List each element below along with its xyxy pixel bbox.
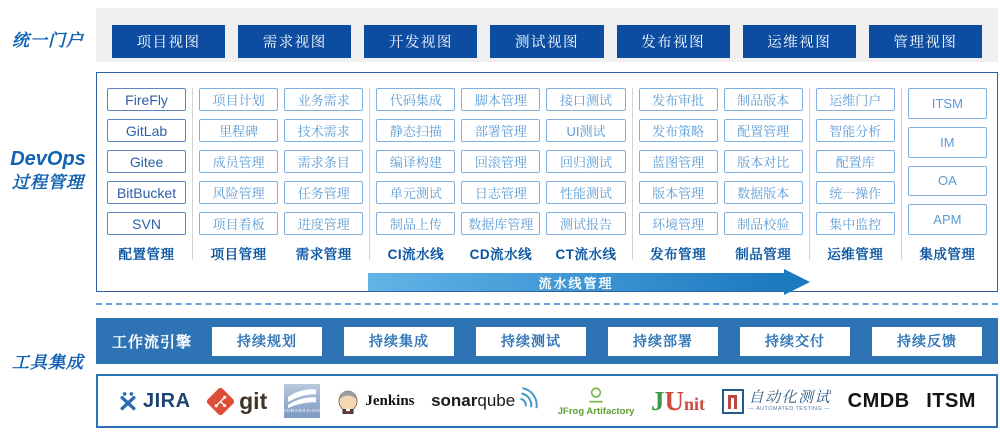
category-label: 集成管理: [919, 247, 976, 262]
capability-box[interactable]: SVN: [107, 212, 186, 235]
git-icon: [206, 386, 236, 416]
capability-box[interactable]: BitBucket: [107, 181, 186, 204]
dashed-section-divider: [96, 303, 998, 305]
capability-box[interactable]: FireFly: [107, 88, 186, 111]
capability-box[interactable]: ITSM: [908, 88, 987, 119]
capability-box[interactable]: 编译构建: [376, 150, 455, 173]
jenkins-wordmark: Jenkins: [365, 392, 415, 409]
workflow-stage-button[interactable]: 持续集成: [344, 327, 454, 356]
capability-box[interactable]: OA: [908, 166, 987, 197]
logo-itsm: [926, 390, 976, 413]
logo-jenkins: [336, 388, 414, 414]
workflow-engine-bar: [96, 318, 998, 364]
process-management-panel: [96, 72, 998, 292]
capability-box[interactable]: 统一操作: [816, 181, 895, 204]
portal-view-button[interactable]: 运维视图: [743, 25, 856, 58]
capability-box[interactable]: 接口测试: [546, 88, 625, 111]
capability-box[interactable]: IM: [908, 127, 987, 158]
capability-box[interactable]: 配置管理: [724, 119, 803, 142]
jfrog-wordmark: JFrog Artifactory: [557, 405, 635, 417]
sonarqube-waves-icon: [520, 385, 543, 408]
automated-testing-icon: [722, 389, 744, 414]
sonarqube-wordmark-bold: sonar: [431, 391, 478, 410]
capability-box[interactable]: 里程碑: [199, 119, 278, 142]
capability-box[interactable]: 数据库管理: [461, 212, 540, 235]
category-label: 制品管理: [735, 247, 792, 262]
category-label: CD流水线: [469, 247, 533, 262]
automated-testing-subtitle: — AUTOMATED TESTING —: [748, 406, 831, 413]
process-column: [461, 88, 540, 263]
category-label: 配置管理: [118, 247, 175, 262]
process-column: [816, 88, 895, 263]
logo-junit: [651, 386, 705, 417]
capability-box[interactable]: 静态扫描: [376, 119, 455, 142]
jira-wordmark: JIRA: [143, 389, 191, 412]
capability-box[interactable]: GitLab: [107, 119, 186, 142]
column-divider: [901, 88, 902, 260]
workflow-stage-button[interactable]: 持续部署: [608, 327, 718, 356]
capability-box[interactable]: 配置库: [816, 150, 895, 173]
portal-view-button[interactable]: 发布视图: [617, 25, 730, 58]
workflow-stages: [212, 327, 982, 356]
pipeline-arrow: [368, 269, 810, 295]
logo-jira: [118, 390, 191, 413]
itsm-wordmark: ITSM: [926, 389, 976, 412]
junit-wordmark-nit: nit: [684, 393, 706, 414]
column-divider: [192, 88, 193, 260]
capability-box[interactable]: 项目看板: [199, 212, 278, 235]
capability-box[interactable]: 蓝图管理: [639, 150, 718, 173]
subversion-caption: SUBVERSION: [283, 408, 321, 414]
logo-subversion: [284, 384, 320, 418]
capability-box[interactable]: 需求条目: [284, 150, 363, 173]
workflow-engine-label: 工作流引擎: [112, 333, 193, 351]
tool-logos-panel: [96, 374, 998, 428]
category-label: 运维管理: [827, 247, 884, 262]
capability-box[interactable]: 日志管理: [461, 181, 540, 204]
category-label: CT流水线: [555, 247, 617, 262]
capability-box[interactable]: 版本管理: [639, 181, 718, 204]
pipeline-arrow-label: 流水线管理: [538, 275, 614, 291]
capability-box[interactable]: 运维门户: [816, 88, 895, 111]
category-label: 发布管理: [650, 247, 707, 262]
process-columns: [107, 88, 987, 263]
sonarqube-wordmark-light: qube: [477, 391, 516, 410]
capability-box[interactable]: 进度管理: [284, 212, 363, 235]
capability-box[interactable]: 制品版本: [724, 88, 803, 111]
logo-sonarqube: [431, 391, 541, 411]
jira-icon: [118, 391, 138, 411]
capability-box[interactable]: 单元测试: [376, 181, 455, 204]
portal-view-button[interactable]: 需求视图: [238, 25, 351, 58]
portal-view-bar: [96, 8, 998, 62]
portal-view-button[interactable]: 开发视图: [364, 25, 477, 58]
process-section-label-en: DevOps: [10, 148, 86, 170]
junit-wordmark-u: U: [664, 385, 685, 416]
portal-view-button[interactable]: 项目视图: [112, 25, 225, 58]
capability-box[interactable]: 性能测试: [546, 181, 625, 204]
category-label: CI流水线: [387, 247, 445, 262]
capability-box[interactable]: 数据版本: [724, 181, 803, 204]
workflow-stage-button[interactable]: 持续规划: [212, 327, 322, 356]
subversion-icon: [284, 384, 320, 418]
tools-section-label: 工具集成: [12, 353, 84, 372]
process-column: [908, 88, 987, 263]
portal-view-button[interactable]: 管理视图: [869, 25, 982, 58]
capability-box[interactable]: 发布审批: [639, 88, 718, 111]
logo-automated-testing: [722, 389, 832, 414]
capability-box[interactable]: 业务需求: [284, 88, 363, 111]
automated-testing-wordmark: 自动化测试: [748, 389, 832, 406]
process-section-label-zh: 过程管理: [12, 173, 84, 192]
workflow-stage-button[interactable]: 持续交付: [740, 327, 850, 356]
category-label: 需求管理: [295, 247, 352, 262]
workflow-stage-button[interactable]: 持续测试: [476, 327, 586, 356]
capability-box[interactable]: 回滚管理: [461, 150, 540, 173]
capability-box[interactable]: 版本对比: [724, 150, 803, 173]
column-divider: [632, 88, 633, 260]
process-column: [107, 88, 186, 263]
capability-box[interactable]: 风险管理: [199, 181, 278, 204]
pipeline-arrow-head-icon: [784, 269, 810, 295]
portal-view-button[interactable]: 测试视图: [490, 25, 603, 58]
jfrog-icon: [586, 386, 606, 405]
junit-wordmark-j: J: [651, 385, 665, 416]
portal-section-label: 统一门户: [12, 31, 84, 50]
logo-jfrog-artifactory: [558, 386, 635, 417]
capability-box[interactable]: 制品上传: [376, 212, 455, 235]
capability-box[interactable]: 制品校验: [724, 212, 803, 235]
process-column: [639, 88, 718, 263]
logo-cmdb: [848, 390, 910, 413]
jenkins-butler-icon: [336, 388, 360, 414]
capability-box[interactable]: 技术需求: [284, 119, 363, 142]
capability-box[interactable]: 测试报告: [546, 212, 625, 235]
category-label: 项目管理: [210, 247, 267, 262]
process-column: [546, 88, 625, 263]
portal-button-row: [96, 8, 998, 62]
column-divider: [369, 88, 370, 260]
column-divider: [809, 88, 810, 260]
capability-box[interactable]: Gitee: [107, 150, 186, 173]
process-column: [199, 88, 278, 263]
capability-box[interactable]: 集中监控: [816, 212, 895, 235]
capability-box[interactable]: 环境管理: [639, 212, 718, 235]
capability-box[interactable]: APM: [908, 204, 987, 235]
cmdb-wordmark: CMDB: [847, 389, 910, 412]
pipeline-arrow-body: [368, 273, 784, 291]
capability-box[interactable]: 项目计划: [199, 88, 278, 111]
capability-box[interactable]: 部署管理: [461, 119, 540, 142]
capability-box[interactable]: UI测试: [546, 119, 625, 142]
process-column: [376, 88, 455, 263]
process-section-label: [2, 147, 94, 193]
capability-box[interactable]: 代码集成: [376, 88, 455, 111]
capability-box[interactable]: 发布策略: [639, 119, 718, 142]
capability-box[interactable]: 回归测试: [546, 150, 625, 173]
process-column: [284, 88, 363, 263]
git-wordmark: git: [239, 387, 268, 414]
capability-box[interactable]: 智能分析: [816, 119, 895, 142]
logo-git: [207, 387, 268, 414]
capability-box[interactable]: 脚本管理: [461, 88, 540, 111]
workflow-stage-button[interactable]: 持续反馈: [872, 327, 982, 356]
capability-box[interactable]: 任务管理: [284, 181, 363, 204]
process-column: [724, 88, 803, 263]
capability-box[interactable]: 成员管理: [199, 150, 278, 173]
